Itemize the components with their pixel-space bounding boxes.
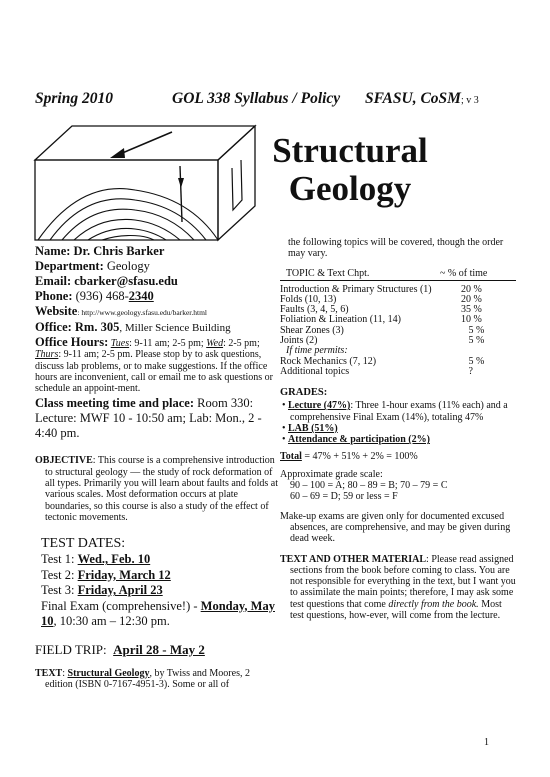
topic-rows: [280, 285, 516, 378]
test-1: Test 1: Wed., Feb. 10: [41, 552, 151, 567]
email: Email: cbarker@sfasu.edu: [35, 274, 178, 288]
topic-name: Folds (10, 13): [280, 293, 337, 305]
department: Department: Geology: [35, 259, 150, 273]
topic-percent: 5 %: [461, 324, 485, 336]
grade-lecture: • Lecture (47%): Three 1-hour exams (11% each) and a comprehensive Final Exam (14%), totaling 47%: [282, 400, 508, 423]
topic-percent: 10 %: [461, 314, 482, 326]
topic-percent: 20 %: [461, 283, 482, 295]
office: Office: Rm. 305, Miller Science Building: [35, 320, 231, 334]
grades-list: [280, 400, 516, 621]
topic-name: Rock Mechanics (7, 12): [280, 355, 377, 367]
test-2: Test 2: Friday, March 12: [41, 567, 171, 582]
topics-table: [280, 266, 516, 378]
header-version: ; v 3: [460, 95, 479, 106]
header-term: Spring 2010: [35, 90, 113, 107]
header-course: GOL 338 Syllabus / Policy: [172, 90, 341, 107]
office-hours: Office Hours: Tues: 9-11 am; 2-5 pm; Wed: 2-5 pm; Thurs: 9-11 am; 2-5 pm. Please stop by to ask questions, discuss lab problems, or to make suggestions. If the office hours are inconvenient, call or email me to ask questions or schedule an appoint-ment.: [35, 335, 273, 395]
topic-percent: 5 %: [461, 335, 485, 347]
final-exam: Final Exam (comprehensive!) - Monday, May 10, 10:30 am – 12:30 pm.: [41, 598, 275, 629]
class-meeting: Class meeting time and place: Room 330: Lecture: MWF 10 - 10:50 am; Lab: Mon., 2 - 4:40 pm.: [35, 396, 262, 441]
website: Website: http://www.geology.sfasu.edu/barker.html: [35, 304, 207, 318]
field-trip: FIELD TRIP: April 28 - May 2: [35, 641, 205, 657]
topic-name: Foliation & Lineation (11, 14): [280, 314, 402, 326]
test-dates-heading: TEST DATES:: [41, 536, 126, 552]
grade-lab: • LAB (51%): [282, 422, 338, 434]
instructor-name: Name: Dr. Chris Barker: [35, 244, 165, 258]
grade-total: Total = 47% + 51% + 2% = 100%: [280, 451, 418, 463]
topic-name: Additional topics: [280, 365, 350, 377]
grade-scale-1: 90 – 100 = A; 80 – 89 = B; 70 – 79 = C: [290, 480, 448, 492]
topic-name: Faults (3, 4, 5, 6): [280, 304, 349, 316]
topics-header: TOPIC & Text Chpt. ~ % of time: [280, 266, 516, 281]
grade-scale-2: 60 – 69 = D; 59 or less = F: [290, 491, 398, 503]
right-column: [280, 237, 516, 621]
topic-row: [280, 367, 516, 377]
left-column: [35, 244, 279, 690]
test-dates: [41, 552, 279, 630]
topic-name: Introduction & Primary Structures (1): [280, 283, 432, 295]
grade-scale-heading: Approximate grade scale:: [280, 468, 383, 480]
topic-percent: 20 %: [461, 293, 482, 305]
topic-percent: ?: [461, 365, 473, 377]
header-school: SFASU, CoSM; v 3: [365, 90, 479, 107]
grade-attendance: • Attendance & participation (2%): [282, 434, 430, 446]
fold-block-diagram: [30, 118, 260, 244]
topic-name: If time permits:: [286, 345, 348, 357]
topic-percent: 35 %: [461, 304, 482, 316]
phone: Phone: (936) 468-2340: [35, 289, 154, 303]
objective: OBJECTIVE: This course is a comprehensive introduction to structural geology — the study of rock deformation of all types. Primarily you will learn about faults and folds at various scales. Most deformation occurs at plate boundaries, so this course is also a study of the effect of tectonic movements.: [35, 455, 279, 523]
topics-intro: the following topics will be covered, though the order may vary.: [288, 237, 504, 260]
topic-name: Joints (2): [280, 335, 318, 347]
topic-name: Shear Zones (3): [280, 324, 344, 336]
textbook: TEXT: Structural Geology, by Twiss and Moores, 2 edition (ISBN 0-7167-4951-3). Some or all of: [35, 667, 250, 691]
grades-heading: GRADES:: [280, 387, 328, 399]
materials-policy: TEXT AND OTHER MATERIAL: Please read assigned sections from the book before coming to class. You are not responsible for everything in the text, but I want you to assimilate the main points; therefore, I may ask some test questions that come directly from the book. Most test questions, how-ever, will come from the lecture.: [280, 553, 516, 622]
page-number: 1: [484, 737, 489, 748]
page-title: Structural Geology: [272, 131, 428, 208]
makeup-policy: Make-up exams are given only for documented excused absences, are comprehensive, and may be given during dead week.: [280, 510, 511, 545]
test-3: Test 3: Friday, April 23: [41, 583, 163, 598]
topic-percent: 5 %: [461, 355, 485, 367]
